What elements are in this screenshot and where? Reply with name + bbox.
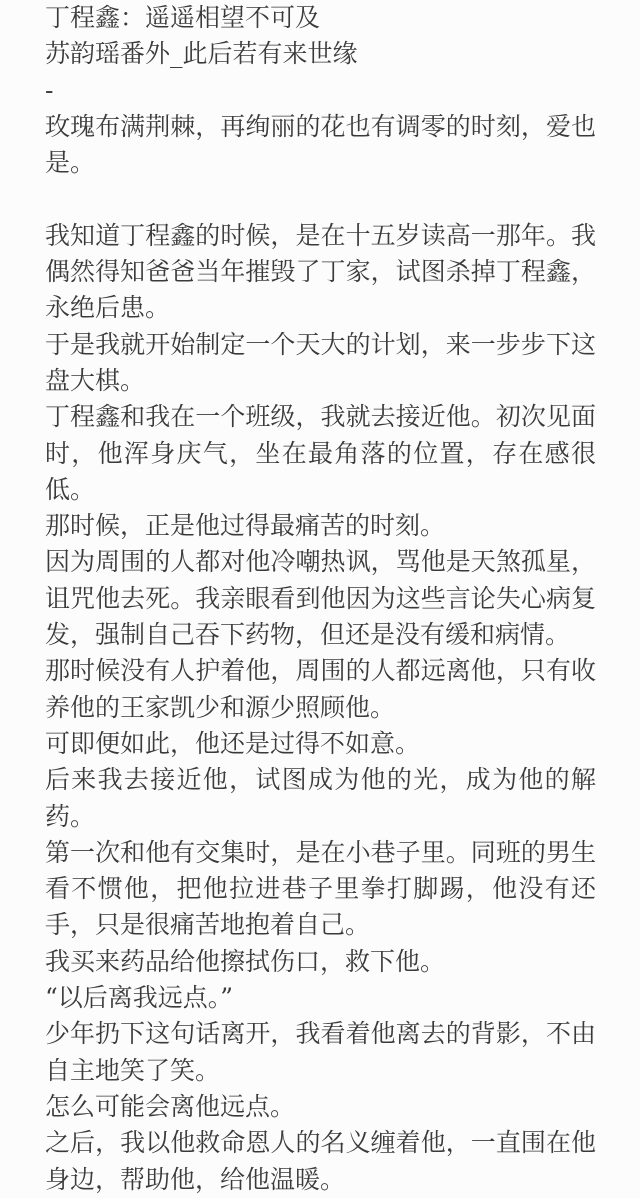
blank-line bbox=[45, 181, 596, 217]
paragraph: 之后，我以他救命恩人的名义缠着他，一直围在他身边，帮助他，给他温暖。 bbox=[45, 1128, 596, 1194]
paragraph: 可即便如此，他还是过得不如意。 bbox=[45, 728, 421, 758]
paragraph: 后来我去接近他，试图成为他的光，成为他的解药。 bbox=[45, 765, 596, 831]
paragraph: 少年扔下这句话离开，我看着他离去的背影，不由自主地笑了笑。 bbox=[45, 1019, 596, 1085]
separator-dash: - bbox=[45, 75, 54, 105]
paragraph: 玫瑰布满荆棘，再绚丽的花也有调零的时刻，爱也是。 bbox=[45, 111, 596, 178]
paragraph: 我买来药品给他擦拭伤口，救下他。 bbox=[45, 946, 446, 976]
chapter-body bbox=[45, 109, 596, 1198]
paragraph: 怎么可能会离他远点。 bbox=[45, 1091, 296, 1121]
chapter-subtitle: 苏韵瑶番外_此后若有来世缘 bbox=[45, 39, 358, 69]
paragraph: 我知道丁程鑫的时候，是在十五岁读高一那年。我偶然得知爸爸当年摧毁了丁家，试图杀掉丁程鑫，永绝后患。 bbox=[45, 220, 596, 323]
paragraph: “以后离我远点。” bbox=[45, 983, 234, 1013]
paragraph: 那时候，正是他过得最痛苦的时刻。 bbox=[45, 511, 446, 541]
paragraph: 丁程鑫和我在一个班级，我就去接近他。初次见面时，他浑身庆气，坐在最角落的位置，存在感很低。 bbox=[45, 402, 596, 504]
paragraph: 于是我就开始制定一个天大的计划，来一步步下这盘大棋。 bbox=[45, 329, 596, 395]
paragraph: 因为周围的人都对他冷嘲热讽，骂他是天煞孤星，诅咒他去死。我亲眼看到他因为这些言论失心病复发，强制自己吞下药物，但还是没有缓和病情。 bbox=[45, 547, 596, 650]
paragraph: 那时候没有人护着他，周围的人都远离他，只有收养他的王家凯少和源少照顾他。 bbox=[45, 656, 596, 722]
chapter-title: 丁程鑫：遥遥相望不可及 bbox=[45, 3, 321, 32]
paragraph: 第一次和他有交集时，是在小巷子里。同班的男生看不惯他，把他拉进巷子里拳打脚踢，他没有还手，只是很痛苦地抱着自己。 bbox=[45, 837, 596, 940]
